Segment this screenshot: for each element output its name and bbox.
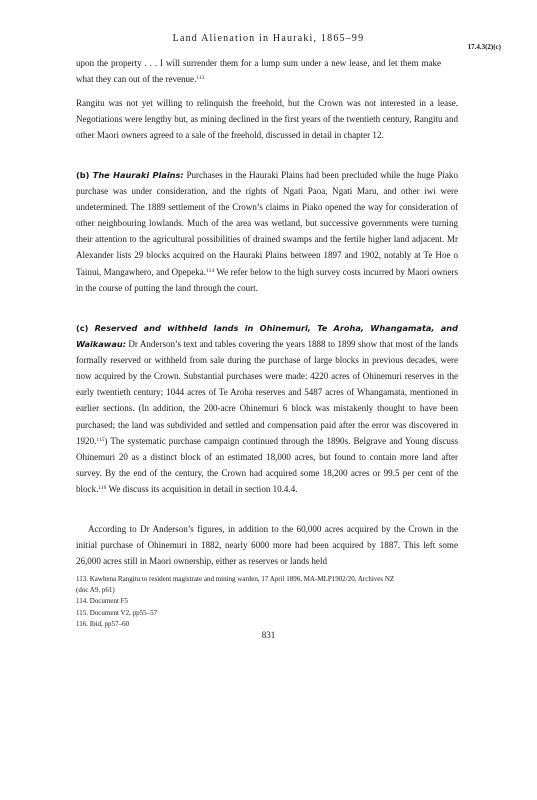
section-heading-b: (b) The Hauraki Plains:	[76, 170, 184, 180]
footnote-113-continued: (doc A9, p61)	[76, 586, 115, 595]
paragraph-text: According to Dr Anderson’s figures, in addition to the 60,000 acres acquired by the Crown in the initial purchase of Ohinemuri in 1882, nearly 6000 more had been acquired by 1887. This left some 26,000 acres still in Maori ownership, either as reserves or lands held	[76, 524, 458, 567]
footnote-115: 115. Document V2, pp55–57	[76, 608, 158, 617]
section-reference: 17.4.3(2)(c)	[467, 43, 501, 51]
running-head: Land Alienation in Hauraki, 1865–99	[172, 33, 365, 44]
section-heading-c: (c) Reserved and withheld lands in Ohinemuri, Te Aroha, Whangamata, and Waikawau:	[76, 323, 459, 350]
page-number: 831	[261, 630, 276, 640]
paragraph-hauraki-plains	[76, 167, 458, 296]
footnote-ref-114[interactable]: 114	[206, 267, 215, 274]
paragraph-text: We discuss its acquisition in detail in section 10.4.4.	[106, 483, 298, 494]
paragraph-rangitu	[76, 95, 458, 143]
footnote-ref-113[interactable]: 113	[196, 75, 205, 82]
footnote-114: 114. Document F5	[76, 597, 129, 606]
paragraph-anderson	[76, 521, 458, 569]
paragraph-text: Purchases in the Hauraki Plains had been precluded while the huge Piako purchase was under consideration, and the rights of Ngati Paoa, Ngati Maru, and other iwi were undetermined. The 1889 settlement of the Crown’s claims in Piako opened the way for consideration of other neighbouring lowlands. Much of the area was wetland, but successive governments were turning their attention to the agricultural possibilities of drained swamps and the fertile higher land adjacent. Mr Alexander lists 29 blocks acquired on the Hauraki Plains between 1897 and 1902, notably at Te Hoe o Tainui, Mangawhero, and Opepeka.	[76, 170, 458, 277]
paragraph-text: Rangitu was not yet willing to relinquish the freehold, but the Crown was not interested in a lease. Negotiations were lengthy but, as mining declined in the first years of the twentieth century, Rangitu and other Maori owners agreed to a sale of the freehold, discussed in detail in chapter 12.	[76, 98, 458, 141]
footnote-ref-115[interactable]: 115	[96, 436, 105, 443]
footnote-113: 113. Kawhena Rangitu to resident magistrate and mining warden, 17 April 1896, MA-MLP1902/20, Archives NZ	[76, 575, 395, 583]
paragraph-reserved-lands	[76, 320, 458, 497]
footnote-116: 116. Ibid, pp57–60	[76, 619, 130, 628]
paragraph-text: Dr Anderson’s text and tables covering the years 1888 to 1899 show that most of the lands formally reserved or withheld from sale during the purchase of large blocks in previous decades, were now acquired by the Crown. Substantial purchases were made: 4220 acres of Ohinemuri reserves in the early twentieth century; 1044 acres of Te Aroha reserves and 5487 acres of Whangamata, mentioned in earlier sections. (In addition, the 200-acre Ohinemuri 6 block was mistakenly thought to have been purchased; the land was subdivided and settled and compensation paid after the error was discovered in 1920.	[76, 339, 458, 446]
footnotes	[76, 574, 458, 630]
paragraph-text: We refer below to the high survey costs incurred by Maori owners in the course of putting the land through the court.	[76, 266, 458, 293]
block-quote	[76, 55, 441, 87]
footnote-ref-116[interactable]: 116	[98, 484, 107, 491]
paragraph-text: ) The systematic purchase campaign continued through the 1890s. Belgrave and Young discuss Ohinemuri 20 as a distinct block of an estimated 18,000 acres, but found to contain more land after survey. By the end of the century, the Crown had acquired some 18,200 acres or 99.5 per cent of the block.	[76, 435, 458, 494]
quote-text: upon the property . . . I will surrender them for a lump sum under a new lease, and let them make what they can out of the revenue.	[76, 58, 441, 85]
